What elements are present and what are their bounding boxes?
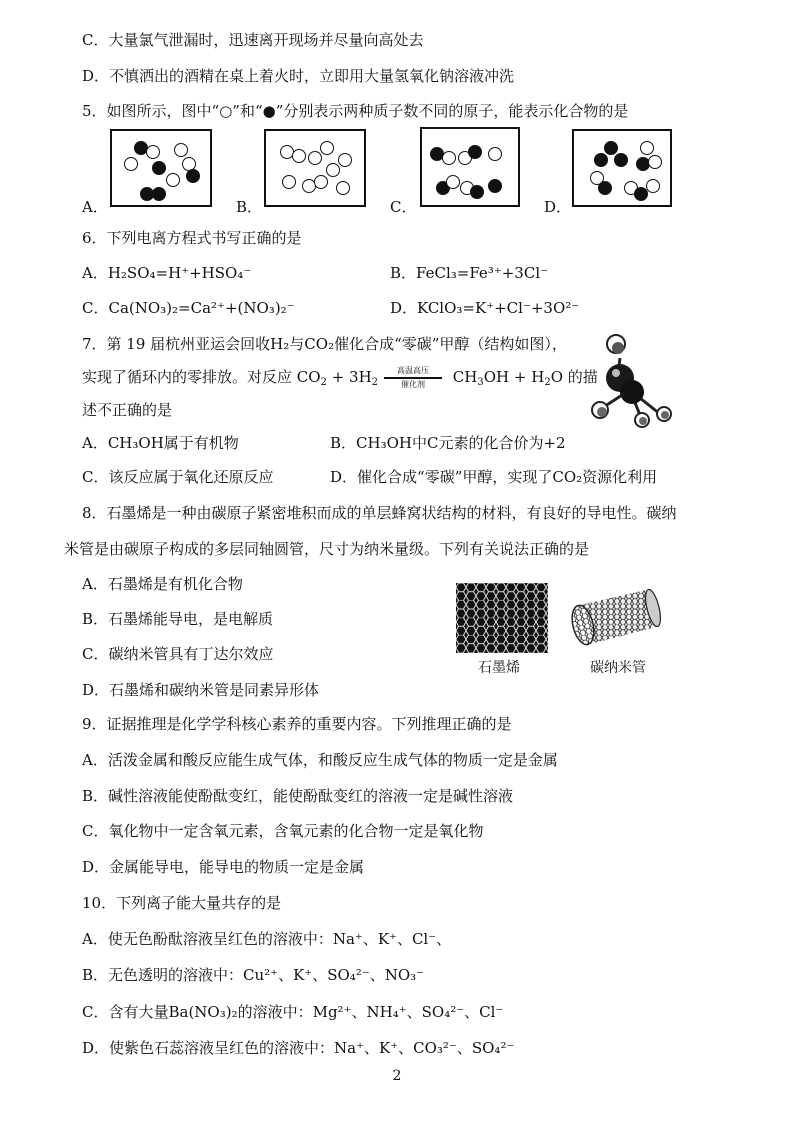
- q7-stem-text: 实现了循环内的零排放。对反应 CO: [82, 368, 321, 386]
- q6-option-b: B．FeCl₃=Fe³⁺+3Cl⁻: [390, 264, 549, 282]
- q8-option-d: D．石墨烯和碳纳米管是同素异形体: [82, 681, 320, 699]
- q7-stem-text: 与: [289, 335, 305, 353]
- q7-stem-text: 催化合成“零碳”甲醇（结构如图），: [334, 335, 567, 353]
- black-atom: [186, 169, 200, 183]
- q7-stem-text: 7．第 19 届杭州亚运会回收: [82, 335, 271, 353]
- q8-stem-line-2: 米管是由碳原子构成的多层同轴圆管，尺寸为纳米量级。下列有关说法正确的是: [64, 540, 590, 558]
- nanotube-caption: 碳纳米管: [590, 660, 646, 676]
- q9-option-c: C．氧化物中一定含氧元素，含氧元素的化合物一定是氧化物: [82, 822, 484, 840]
- q6-option-a: A．H₂SO₄=H⁺+HSO₄⁻: [82, 264, 252, 282]
- q7-stem-text: CH: [448, 368, 478, 386]
- q9-option-d: D．金属能导电，能导电的物质一定是金属: [82, 858, 365, 876]
- q7-stem-text: + 3H: [326, 368, 372, 386]
- q4-option-d: D．不慎洒出的酒精在桌上着火时，立即用大量氢氧化钠溶液冲洗: [82, 67, 515, 85]
- subscript: 3: [477, 377, 484, 388]
- q7-stem-line-3: 述不正确的是: [82, 401, 173, 419]
- q10-stem: 10．下列离子能大量共存的是: [82, 894, 282, 912]
- q7-stem-text: O 的描: [550, 368, 598, 386]
- q10-option-c: C．含有大量Ba(NO₃)₂的溶液中：Mg²⁺、NH₄⁺、SO₄²⁻、Cl⁻: [82, 1003, 504, 1021]
- black-atom: [604, 141, 618, 155]
- q5-stem: 5．如图所示，图中“○”和“●”分别表示两种质子数不同的原子，能表示化合物的是: [82, 102, 629, 120]
- white-atom: [488, 147, 502, 161]
- white-atom: [174, 143, 188, 157]
- q10-option-a: A．使无色酚酞溶液呈红色的溶液中：Na⁺、K⁺、Cl⁻、: [82, 930, 452, 948]
- subscript: 2: [320, 377, 327, 388]
- page-number: 2: [392, 1068, 402, 1084]
- reaction-condition-top: 高温高压: [397, 366, 430, 375]
- black-atom: [614, 153, 628, 167]
- white-atom: [336, 181, 350, 195]
- q5-label-d: D．: [544, 198, 572, 216]
- subscript: 2: [371, 377, 379, 388]
- white-atom: [292, 149, 306, 163]
- white-atom: [124, 157, 138, 171]
- q10-option-d: D．使紫色石蕊溶液呈红色的溶液中：Na⁺、K⁺、CO₃²⁻、SO₄²⁻: [82, 1039, 515, 1057]
- q5-label-a: A．: [82, 198, 108, 216]
- q7-option-d: D．催化合成“零碳”甲醇，实现了CO₂资源化利用: [330, 468, 658, 486]
- white-atom: [446, 175, 460, 189]
- white-atom: [640, 141, 654, 155]
- q7-stem-line-1: [82, 334, 567, 354]
- black-atom: [488, 179, 502, 193]
- black-atom: [598, 181, 612, 195]
- q9-option-a: A．活泼金属和酸反应能生成气体，和酸反应生成气体的物质一定是金属: [82, 751, 558, 769]
- graphene-caption: 石墨烯: [478, 660, 520, 676]
- white-atom: [648, 155, 662, 169]
- q7-stem-text: OH + H: [483, 368, 545, 386]
- q10-option-b: B．无色透明的溶液中：Cu²⁺、K⁺、SO₄²⁻、NO₃⁻: [82, 966, 425, 984]
- subscript: 2: [544, 377, 551, 388]
- q4-option-c: C．大量氯气泄漏时，迅速离开现场并尽量向高处去: [82, 31, 424, 49]
- q8-option-c: C．碳纳米管具有丁达尔效应: [82, 645, 274, 663]
- white-atom: [326, 163, 340, 177]
- q6-stem: 6．下列电离方程式书写正确的是: [82, 229, 302, 247]
- h2-formula: H₂: [270, 335, 290, 353]
- reaction-arrow: [382, 366, 444, 390]
- q7-option-a: A．CH₃OH属于有机物: [82, 434, 239, 452]
- carbon-nanotube-figure: [566, 583, 662, 653]
- q5-box-b: [264, 129, 366, 207]
- white-atom: [646, 179, 660, 193]
- black-atom: [594, 153, 608, 167]
- white-atom: [166, 173, 180, 187]
- white-atom: [308, 151, 322, 165]
- white-atom: [338, 153, 352, 167]
- black-atom: [152, 161, 166, 175]
- q9-option-b: B．碱性溶液能使酚酞变红，能使酚酞变红的溶液一定是碱性溶液: [82, 787, 514, 805]
- q8-stem-line-1: 8．石墨烯是一种由碳原子紧密堆积而成的单层蜂窝状结构的材料，有良好的导电性。碳纳: [82, 504, 677, 522]
- white-atom: [442, 151, 456, 165]
- q5-box-c: [420, 127, 520, 207]
- black-atom: [470, 185, 484, 199]
- white-atom: [320, 141, 334, 155]
- white-atom: [314, 175, 328, 189]
- q6-option-d: D．KClO₃=K⁺+Cl⁻+3O²⁻: [390, 299, 580, 317]
- black-atom: [152, 187, 166, 201]
- q5-label-b: B．: [236, 198, 263, 216]
- black-atom: [468, 145, 482, 159]
- methanol-structure-figure: [580, 328, 680, 428]
- q6-option-c: C．Ca(NO₃)₂=Ca²⁺+(NO₃)₂⁻: [82, 299, 295, 317]
- white-atom: [282, 175, 296, 189]
- q7-option-b: B．CH₃OH中C元素的化合价为+2: [330, 434, 566, 452]
- q7-stem-line-2: [82, 364, 598, 396]
- white-atom: [146, 145, 160, 159]
- arrow-line: [384, 377, 442, 379]
- q8-option-a: A．石墨烯是有机化合物: [82, 575, 243, 593]
- q5-label-c: C．: [390, 198, 417, 216]
- q9-stem: 9．证据推理是化学学科核心素养的重要内容。下列推理正确的是: [82, 715, 512, 733]
- graphene-figure: [456, 583, 548, 653]
- q8-option-b: B．石墨烯能导电，是电解质: [82, 610, 274, 628]
- q7-option-c: C．该反应属于氧化还原反应: [82, 468, 274, 486]
- co2-formula: CO₂: [304, 335, 335, 353]
- q5-box-d: [572, 129, 672, 207]
- reaction-condition-bottom: 催化剂: [401, 380, 426, 389]
- q5-box-a: [110, 129, 212, 207]
